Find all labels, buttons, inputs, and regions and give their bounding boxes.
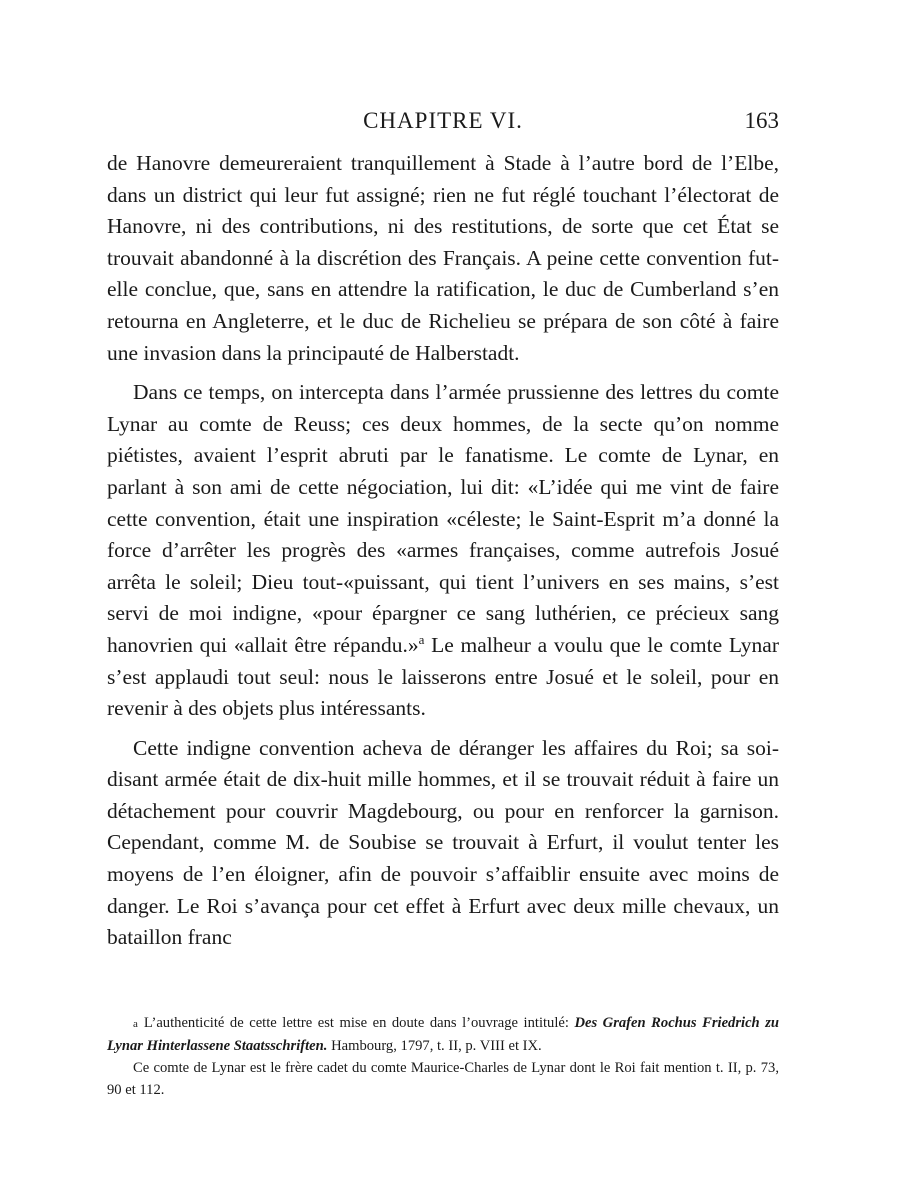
running-title: CHAPITRE VI. — [363, 108, 523, 133]
footnote-a — [107, 1012, 779, 1057]
paragraph-2-text: Dans ce temps, on intercepta dans l’armée prussienne des lettres du comte Lynar au comte de Reuss; ces deux hommes, de la secte qu’on nomme piétistes, avaient l’esprit abruti par le fanatisme. Le comte de Lynar, en parlant à son ami de cette négociation, lui dit: «L’idée qui me vint de faire cette convention, était une inspiration «céleste; le Saint-Esprit m’a donné la force d’arrêter les progrès des «armes françaises, comme autrefois Josué arrêta le soleil; Dieu tout-«puissant, qui tient l’univers en ses mains, s’est servi de moi indigne, «pour épargner ce sang luthérien, ce précieux sang hanovrien qui «allait être répandu.» — [107, 380, 779, 657]
paragraph-3: Cette indigne convention acheva de déranger les affaires du Roi; sa soi-disant armée était de dix-huit mille hommes, et il se trouvait réduit à faire un détachement pour couvrir Magdebourg, ou pour en renforcer la garnison. Cependant, comme M. de Soubise se trouvait à Erfurt, il voulut tenter les moyens de l’en éloigner, afin de pouvoir s’affaiblir ensuite avec moins de danger. Le Roi s’avança pour cet effet à Erfurt avec deux mille chevaux, un bataillon franc — [107, 735, 779, 950]
footnote-marker: a — [418, 631, 425, 647]
footnote-a-text: L’authenticité de cette lettre est mise en doute dans l’ouvrage intitulé: — [143, 1015, 575, 1031]
footnote-a-citation: Hambourg, 1797, t. II, p. VIII et IX. — [327, 1038, 542, 1054]
page-number: 163 — [744, 108, 779, 133]
paragraph-2 — [107, 377, 779, 725]
footnote-label: a — [133, 1018, 138, 1030]
paragraph-2-continuation: Le malheur a voulu que le comte Lynar s’est applaudi tout seul: nous le laisserons entre Josué et le soleil, pour en revenir à des objets plus intéressants. — [107, 632, 779, 721]
page-header — [107, 108, 779, 142]
cited-work-title: Des Grafen Rochus Friedrich zu Lynar Hinterlassene Staatsschriften. — [107, 1015, 779, 1054]
footnotes — [107, 1012, 779, 1101]
paragraph-1: de Hanovre demeureraient tranquillement à Stade à l’autre bord de l’Elbe, dans un district qui leur fut assigné; rien ne fut réglé touchant l’électorat de Hanovre, ni des contributions, ni des restitutions, de sorte que cet État se trouvait abandonné à la discrétion des Français. A peine cette convention fut-elle conclue, que, sans en attendre la ratification, le duc de Cumberland s’en retourna en Angleterre, et le duc de Richelieu se prépara de son côté à faire une invasion dans la principauté de Halberstadt. — [107, 151, 779, 365]
body-text — [107, 148, 779, 962]
footnote-b: Ce comte de Lynar est le frère cadet du comte Maurice-Charles de Lynar dont le Roi fait mention t. II, p. 73, 90 et 112. — [107, 1060, 779, 1098]
